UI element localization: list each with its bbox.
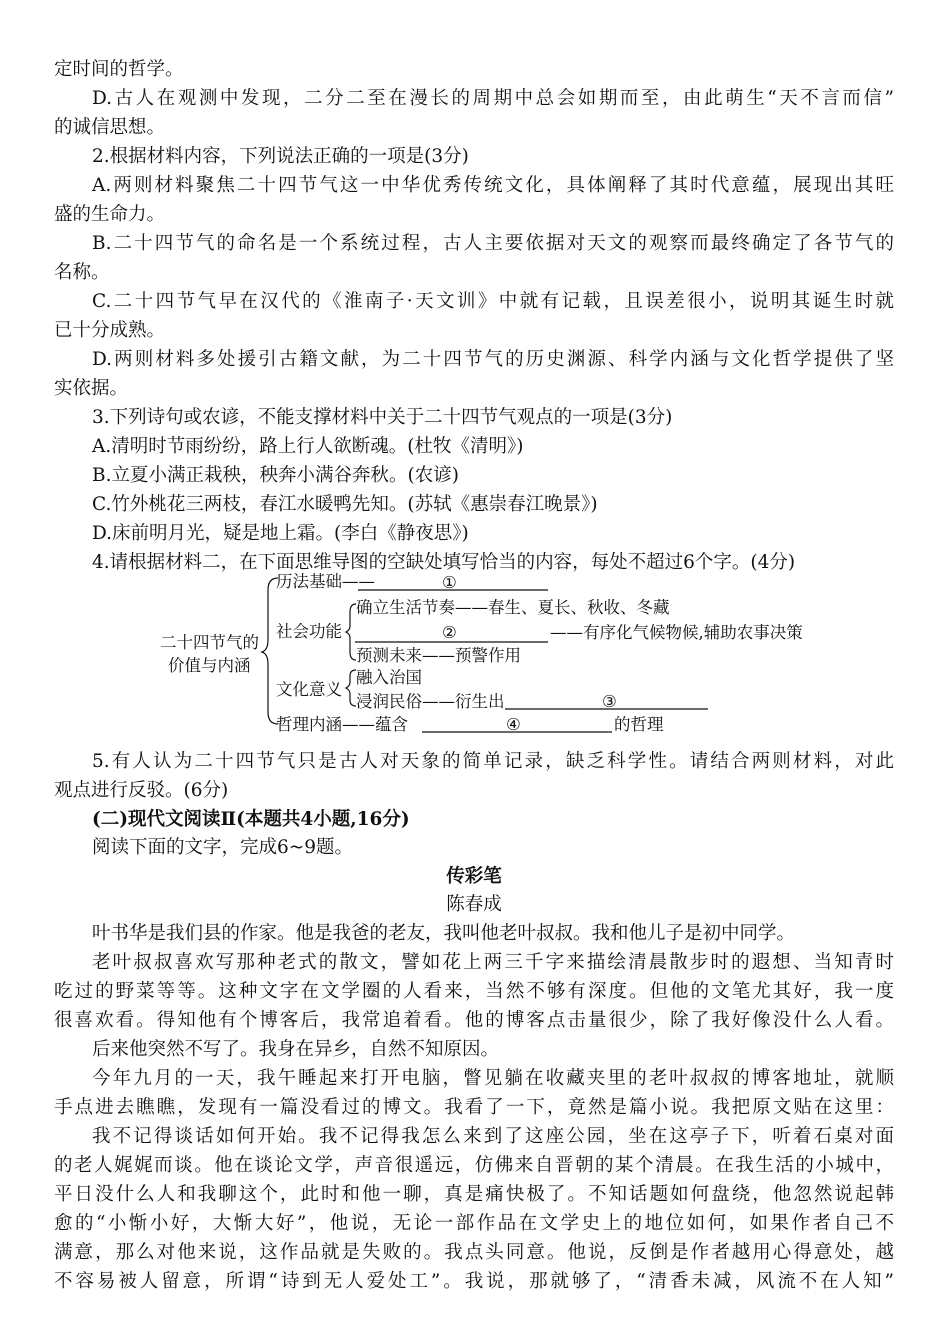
- paragraph: 不容易被人留意，所谓“诗到无人爱处工”。我说，那就够了，“清香未减，风流不在人知”: [54, 1271, 894, 1292]
- option-a: A.清明时节雨纷纷，路上行人欲断魂。(杜牧《清明》): [92, 436, 524, 457]
- story-title: 传彩笔: [446, 866, 502, 887]
- text-line: 盛的生命力。: [54, 204, 166, 225]
- paragraph: 后来他突然不写了。我身在异乡，自然不知原因。: [92, 1039, 500, 1060]
- branch-item: 确立生活节奏——春生、夏长、秋收、冬藏: [356, 598, 670, 617]
- option-b: B.立夏小满正栽秧，秧奔小满谷奔秋。(农谚): [92, 465, 459, 486]
- branch-item: 融入治国: [356, 668, 422, 687]
- blank-1: ①: [442, 573, 457, 592]
- branch-item: 预测未来——预警作用: [356, 646, 521, 665]
- paragraph: 很喜欢看。得知他有个博客后，我常追着看。他的博客点击量很少，除了我好像没什么人看。: [54, 1010, 894, 1031]
- text-line: 观点进行反驳。(6分): [54, 780, 229, 801]
- branch-philosophy: 哲理内涵——蕴含: [276, 715, 408, 734]
- instruction: 阅读下面的文字，完成6~9题。: [92, 837, 354, 858]
- paragraph: 手点进去瞧瞧，发现有一篇没看过的博文。我看了一下，竟然是篇小说。我把原文贴在这里：: [54, 1097, 894, 1118]
- option-c: C.二十四节气早在汉代的《淮南子·天文训》中就有记载，且误差很小，说明其诞生时就: [92, 291, 894, 312]
- branch-item: 浸润民俗——衍生出: [356, 692, 505, 711]
- blank-3: ③: [602, 692, 617, 711]
- option-b: B.二十四节气的命名是一个系统过程，古人主要依据对天文的观察而最终确定了各节气的: [92, 233, 894, 254]
- mind-map-root: 二十四节气的: [160, 633, 259, 652]
- option-c: C.竹外桃花三两枝，春江水暖鸭先知。(苏轼《惠崇春江晚景》): [92, 494, 598, 515]
- branch-calendar: 历法基础——: [276, 572, 375, 591]
- paragraph: 满意，那么对他来说，这作品就是失败的。我点头同意。他说，反倒是作者越用心得意处，越: [54, 1242, 894, 1263]
- blank-4: ④: [506, 715, 521, 734]
- question-3: 3.下列诗句或农谚，不能支撑材料中关于二十四节气观点的一项是(3分): [92, 407, 673, 428]
- mind-map-root: 价值与内涵: [168, 656, 251, 675]
- branch-item: ——有序化气候物候,辅助农事决策: [550, 623, 803, 642]
- paragraph: 的老人娓娓而谈。他在谈论文学，声音很遥远，仿佛来自晋朝的某个清晨。在我生活的小城中，: [54, 1155, 894, 1176]
- paragraph: 今年九月的一天，我午睡起来打开电脑，瞥见躺在收藏夹里的老叶叔叔的博客地址，就顺: [92, 1068, 894, 1089]
- text-line: D.古人在观测中发现，二分二至在漫长的周期中总会如期而至，由此萌生“天不言而信”: [92, 88, 894, 109]
- question-5: 5.有人认为二十四节气只是古人对天象的简单记录，缺乏科学性。请结合两则材料，对此: [92, 751, 894, 772]
- story-author: 陈春成: [446, 894, 502, 915]
- question-2: 2.根据材料内容，下列说法正确的一项是(3分): [92, 146, 469, 167]
- option-a: A.两则材料聚焦二十四节气这一中华优秀传统文化，具体阐释了其时代意蕴，展现出其旺: [92, 175, 894, 196]
- branch-item: 的哲理: [614, 715, 664, 734]
- text-line: 定时间的哲学。: [54, 59, 184, 80]
- blank-2: ②: [442, 623, 457, 642]
- paragraph: 吃过的野菜等等。这种文字在文学圈的人看来，当然不够有深度。但他的文笔尤其好，我一度: [54, 981, 894, 1002]
- paragraph: 愈的“小惭小好，大惭大好”，他说，无论一部作品在文学史上的地位如何，如果作者自己不: [54, 1213, 894, 1234]
- option-d: D.两则材料多处援引古籍文献，为二十四节气的历史渊源、科学内涵与文化哲学提供了坚: [92, 349, 894, 370]
- text-line: 已十分成熟。: [54, 320, 166, 341]
- paragraph: 我不记得谈话如何开始。我不记得我怎么来到了这座公园，坐在这亭子下，听着石桌对面: [92, 1126, 894, 1147]
- branch-social: 社会功能: [276, 622, 342, 641]
- section-heading: (二)现代文阅读Ⅱ(本题共4小题,16分): [92, 809, 410, 830]
- text-line: 的诚信思想。: [54, 117, 166, 138]
- option-d: D.床前明月光，疑是地上霜。(李白《静夜思》): [92, 523, 469, 544]
- question-4: 4.请根据材料二，在下面思维导图的空缺处填写恰当的内容，每处不超过6个字。(4分): [92, 552, 796, 573]
- mind-map: [150, 570, 850, 740]
- text-line: 实依据。: [54, 378, 129, 399]
- paragraph: 老叶叔叔喜欢写那种老式的散文，譬如花上两三千字来描绘清晨散步时的遐想、当知青时: [92, 952, 894, 973]
- branch-culture: 文化意义: [276, 680, 342, 699]
- paragraph: 叶书华是我们县的作家。他是我爸的老友，我叫他老叶叔叔。我和他儿子是初中同学。: [92, 923, 796, 944]
- paragraph: 平日没什么人和我聊这个，此时和他一聊，真是痛快极了。不知话题如何盘绕，他忽然说起韩: [54, 1184, 894, 1205]
- text-line: 名称。: [54, 262, 110, 283]
